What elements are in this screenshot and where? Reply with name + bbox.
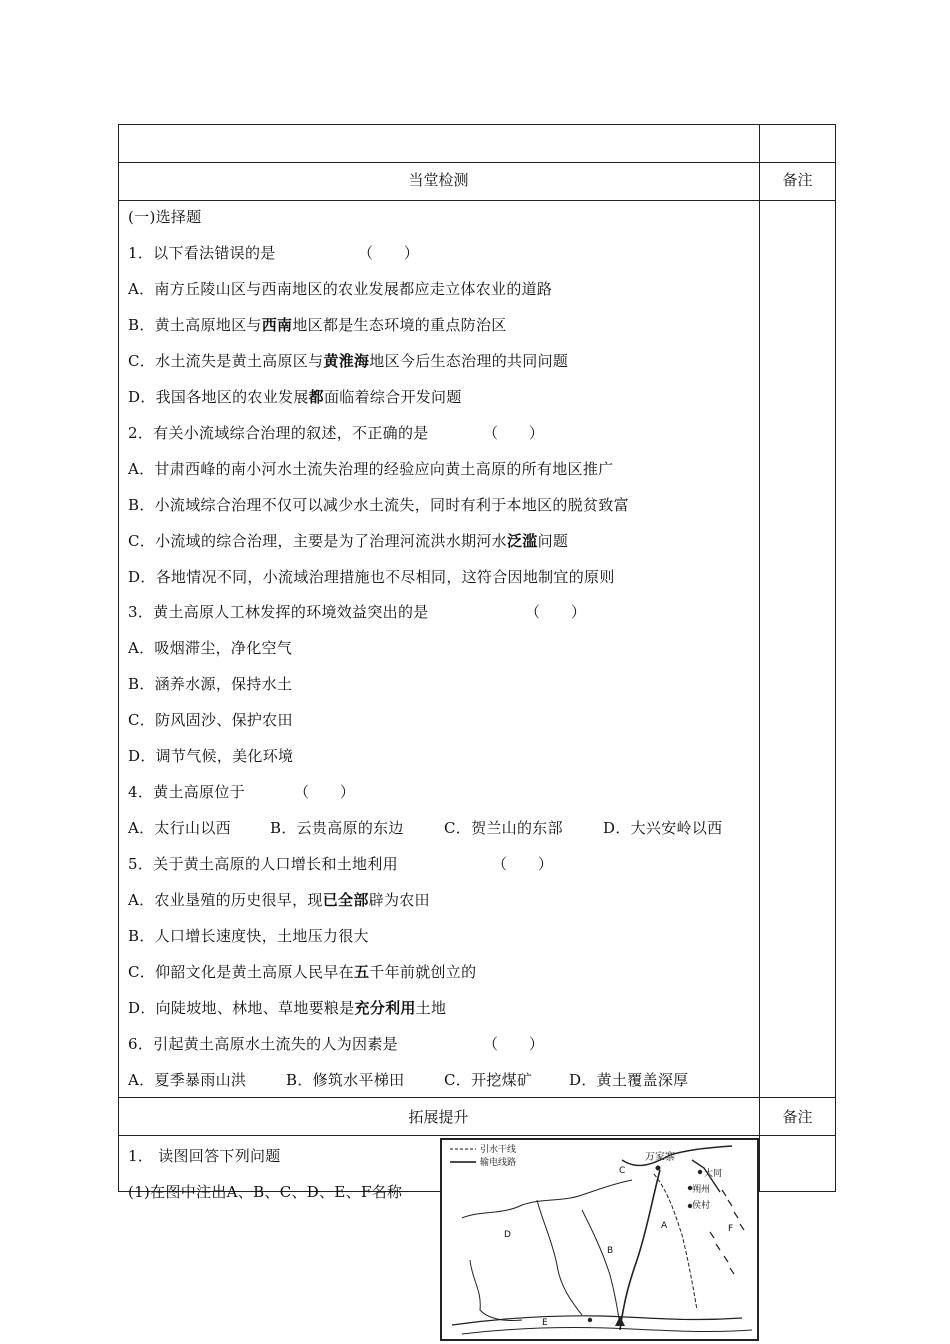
section-note-header: 备注 xyxy=(782,171,813,189)
option-a: A．夏季暴雨山洪 xyxy=(128,1071,247,1089)
map-figure xyxy=(440,1138,759,1341)
question-2-option-b: B．小流域综合治理不仅可以减少水土流失，同时有利于本地区的脱贫致富 xyxy=(128,496,629,514)
question-stem: 6．引起黄土高原水土流失的人为因素是 xyxy=(128,1035,398,1053)
question-3-stem xyxy=(128,601,587,622)
table-row-divider xyxy=(118,162,836,163)
question-1-option-c: C．水土流失是黄土高原区与黄淮海地区今后生态治理的共同问题 xyxy=(128,352,569,370)
map-ridge xyxy=(710,1190,744,1274)
place-label-houcun: 侯村 xyxy=(692,1201,711,1211)
question-2-option-a: A．甘肃西峰的南小河水土流失治理的经验应向黄土高原的所有地区推广 xyxy=(128,460,614,478)
city-marker-datong xyxy=(698,1170,702,1174)
place-label-datong: 大同 xyxy=(704,1169,723,1179)
emphasis: 都 xyxy=(308,388,324,406)
city-marker xyxy=(588,1318,592,1322)
place-label-shuozhou: 朔州 xyxy=(692,1185,711,1195)
question-5-option-c: C．仰韶文化是黄土高原人民早在五千年前就创立的 xyxy=(128,963,477,981)
question-5-stem xyxy=(128,853,554,874)
city-marker-houcun xyxy=(688,1204,692,1208)
question-1-option-b: B．黄土高原地区与西南地区都是生态环境的重点防治区 xyxy=(128,316,507,334)
map-river-main xyxy=(620,1170,660,1330)
option-c: C．贺兰山的东部 xyxy=(444,819,563,837)
emphasis: 西南 xyxy=(261,316,293,334)
section-header-classroom-test: 当堂检测 xyxy=(408,171,469,189)
option-d: D．黄土覆盖深厚 xyxy=(569,1071,689,1089)
map-letter-a: A xyxy=(661,1221,668,1231)
extension-question-1: 1． 读图回答下列问题 xyxy=(128,1147,281,1165)
question-6-options xyxy=(128,1069,689,1090)
question-3-option-b: B．涵养水源，保持水土 xyxy=(128,675,293,693)
legend-power-label: 输电线路 xyxy=(480,1158,517,1168)
section-header-extension: 拓展提升 xyxy=(408,1108,469,1126)
option-a: A．太行山以西 xyxy=(128,819,231,837)
emphasis: 充分利用 xyxy=(354,999,416,1017)
answer-paren: （ ） xyxy=(294,783,356,801)
question-1-option-a: A．南方丘陵山区与西南地区的农业发展都应走立体农业的道路 xyxy=(128,280,553,298)
map-letter-f: F xyxy=(728,1224,734,1234)
question-3-option-c: C．防风固沙、保护农田 xyxy=(128,711,293,729)
question-2-option-c: C．小流域的综合治理，主要是为了治理河流洪水期河水泛滥问题 xyxy=(128,532,569,550)
map-water-channel xyxy=(654,1174,697,1310)
table-column-divider xyxy=(759,124,760,1192)
question-1-stem xyxy=(128,242,420,263)
question-5-option-d: D．向陡坡地、林地、草地要粮是充分利用土地 xyxy=(128,999,447,1017)
question-2-stem xyxy=(128,422,545,443)
answer-paren: （ ） xyxy=(492,855,554,873)
legend-water-label: 引水干线 xyxy=(480,1145,517,1155)
map-letter-b: B xyxy=(607,1246,614,1256)
map-power-line xyxy=(622,1146,732,1165)
question-4-options xyxy=(128,817,723,838)
answer-paren: （ ） xyxy=(358,244,420,262)
table-row-divider xyxy=(118,200,836,201)
map-letter-d: D xyxy=(504,1230,511,1240)
question-3-option-d: D．调节气候，美化环境 xyxy=(128,747,294,765)
question-6-stem xyxy=(128,1033,545,1054)
map-drawing xyxy=(442,1140,757,1339)
map-boundary xyxy=(582,1210,620,1325)
question-stem: 4．黄土高原位于 xyxy=(128,783,245,801)
map-river-bottom xyxy=(462,1328,752,1334)
section-note-header: 备注 xyxy=(782,1108,813,1126)
emphasis: 泛滥 xyxy=(506,532,538,550)
map-boundary xyxy=(537,1200,582,1315)
question-5-option-a: A．农业垦殖的历史很早，现已全部辟为农田 xyxy=(128,891,430,909)
question-stem: 5．关于黄土高原的人口增长和土地利用 xyxy=(128,855,398,873)
option-d: D．大兴安岭以西 xyxy=(603,819,723,837)
emphasis: 已全部 xyxy=(322,891,369,909)
answer-paren: （ ） xyxy=(483,424,545,442)
map-boundary xyxy=(470,1260,522,1321)
question-stem: 2．有关小流域综合治理的叙述，不正确的是 xyxy=(128,424,429,442)
emphasis: 黄淮海 xyxy=(323,352,370,370)
option-b: B．云贵高原的东边 xyxy=(270,819,404,837)
mountain-marker xyxy=(615,1316,625,1326)
table-row-divider xyxy=(118,1097,836,1098)
question-2-option-d: D．各地情况不同，小流域治理措施也不尽相同，这符合因地制宜的原则 xyxy=(128,568,615,586)
table-row-divider xyxy=(118,1135,836,1136)
question-stem: 1．以下看法错误的是 xyxy=(128,244,276,262)
question-3-option-a: A．吸烟滞尘，净化空气 xyxy=(128,639,293,657)
option-b: B．修筑水平梯田 xyxy=(286,1071,405,1089)
map-letter-e: E xyxy=(542,1318,548,1328)
emphasis: 五 xyxy=(353,963,370,981)
city-marker-wanjiazhai xyxy=(656,1166,661,1171)
group-title: (一)选择题 xyxy=(128,208,202,226)
map-river-bottom xyxy=(452,1316,742,1325)
map-letter-c: C xyxy=(619,1166,626,1176)
option-c: C．开挖煤矿 xyxy=(444,1071,533,1089)
city-marker-shuozhou xyxy=(688,1186,692,1190)
place-label-wanjiazhai: 万家寨 xyxy=(645,1152,675,1163)
question-1-option-d: D．我国各地区的农业发展都面临着综合开发问题 xyxy=(128,388,462,406)
map-boundary xyxy=(462,1180,632,1218)
answer-paren: （ ） xyxy=(483,1035,545,1053)
extension-question-1-sub: (1)在图中注出A、B、C、D、E、F名称 xyxy=(128,1183,403,1201)
question-4-stem xyxy=(128,781,356,802)
question-5-option-b: B．人口增长速度快，土地压力很大 xyxy=(128,927,369,945)
answer-paren: （ ） xyxy=(525,603,587,621)
question-stem: 3．黄土高原人工林发挥的环境效益突出的是 xyxy=(128,603,429,621)
